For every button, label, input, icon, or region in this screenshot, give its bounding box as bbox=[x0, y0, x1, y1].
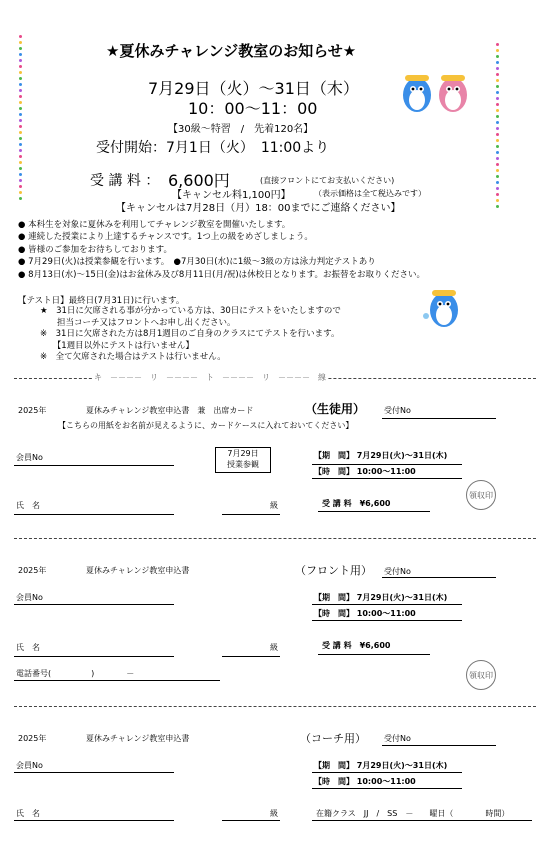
list-item: ● 8月13日(水)～15日(金)はお盆休み及び8月11日(月/祝)は休校日となります。お振替をお取りください。 bbox=[18, 269, 425, 280]
form2-phone-label: 電話番号( ) － bbox=[16, 669, 135, 678]
form3-time-underline bbox=[312, 788, 462, 789]
form1-visit-box: 7月29日 授業参観 bbox=[215, 447, 271, 473]
form1-copy: （生徒用） bbox=[305, 402, 366, 416]
form2-phone-field[interactable] bbox=[14, 666, 220, 681]
decorative-dot bbox=[19, 53, 22, 56]
form2-period: 【期 間】 7月29日(火)～31日(木) bbox=[314, 593, 448, 602]
decorative-dot bbox=[19, 197, 22, 200]
form2-time: 【時 間】 10:00～11:00 bbox=[314, 609, 416, 618]
list-item: 【1週目以外にテストは行いません】 bbox=[40, 340, 194, 351]
decorative-dot bbox=[496, 73, 499, 76]
decorative-dot bbox=[496, 103, 499, 106]
form3-class-field[interactable]: 在籍クラス JJ / SS － 曜日（ 時間） bbox=[316, 809, 510, 818]
decorative-dot bbox=[496, 169, 499, 172]
decorative-dot bbox=[496, 175, 499, 178]
decorative-dot bbox=[19, 149, 22, 152]
decorative-dot bbox=[496, 43, 499, 46]
form1-member-no-label: 会員No bbox=[16, 453, 43, 462]
decorative-dot bbox=[19, 167, 22, 170]
form3-reception-no-field[interactable] bbox=[382, 731, 496, 746]
notice-date-range: 7月29日（火）～31日（木） bbox=[148, 79, 359, 98]
notice-tax-note: （表示価格は全て税込みです） bbox=[314, 189, 426, 198]
form2-fee-underline bbox=[318, 640, 430, 655]
decorative-dot bbox=[496, 151, 499, 154]
notice-time: 10：00～11：00 bbox=[188, 99, 318, 118]
form1-receipt-stamp: 領収印 bbox=[466, 480, 496, 510]
decorative-dot bbox=[496, 97, 499, 100]
decorative-dot bbox=[496, 193, 499, 196]
form2-reception-no-label: 受付No bbox=[384, 567, 411, 576]
decorative-dot bbox=[19, 179, 22, 182]
form2-fee: 受 講 料 ¥6,600 bbox=[322, 641, 391, 650]
notice-cancel-fee: 【キャンセル料1,100円】 bbox=[172, 190, 291, 201]
form3-name-label: 氏 名 bbox=[16, 809, 40, 818]
list-item: ※ 31日に欠席された方は8月1週目のご自身のクラスにてテストを行います。 bbox=[40, 329, 340, 340]
form3-member-no-label: 会員No bbox=[16, 761, 43, 770]
decorative-dot bbox=[19, 185, 22, 188]
form1-fee-underline bbox=[318, 497, 430, 512]
decorative-dot bbox=[496, 121, 499, 124]
list-item: ● 7月29日(火)は授業参観を行います。 ●7月30日(水)に1級～3級の方は泳力判定テストあり bbox=[18, 257, 376, 268]
form3-name-field[interactable] bbox=[14, 806, 174, 821]
decorative-dot bbox=[19, 35, 22, 38]
decorative-dot bbox=[496, 49, 499, 52]
list-item: ※ 全て欠席された場合はテストは行いません。 bbox=[40, 352, 226, 363]
form3-time: 【時 間】 10:00～11:00 bbox=[314, 777, 416, 786]
decorative-dot bbox=[496, 91, 499, 94]
form2-copy: （フロント用） bbox=[295, 564, 372, 577]
decorative-dot bbox=[496, 61, 499, 64]
notice-fee-value: 6,600円 bbox=[168, 171, 230, 190]
separator-2 bbox=[14, 706, 536, 707]
decorative-dot bbox=[19, 161, 22, 164]
list-item: ● 本科生を対象に夏休みを利用してチャレンジ教室を開催いたします。 bbox=[18, 220, 291, 230]
list-item: ● 皆様のご参加をお待ちしております。 bbox=[18, 244, 172, 255]
form2-member-no-label: 会員No bbox=[16, 593, 43, 602]
test-heading: 【テスト日】最終日(7月31日)に行います。 bbox=[18, 296, 185, 306]
decorative-dot bbox=[19, 95, 22, 98]
decorative-dot bbox=[496, 163, 499, 166]
form1-period-underline bbox=[312, 464, 462, 465]
form1-period: 【期 間】 7月29日(火)～31日(木) bbox=[314, 451, 448, 460]
form3-grade-label: 級 bbox=[270, 809, 278, 818]
bullet-list bbox=[18, 219, 425, 281]
dolphin-mascot-illustration bbox=[418, 286, 468, 330]
form1-name-field[interactable] bbox=[14, 500, 174, 515]
decorative-dot bbox=[19, 143, 22, 146]
decorative-dot bbox=[19, 173, 22, 176]
form2-grade-label: 級 bbox=[270, 643, 278, 652]
notice-fee-label: 受 講 料 ： bbox=[90, 173, 160, 189]
form1-grade-field[interactable] bbox=[222, 500, 280, 515]
form2-grade-field[interactable] bbox=[222, 642, 280, 657]
decorative-dot bbox=[19, 107, 22, 110]
form3-period-underline bbox=[312, 772, 462, 773]
decorative-dot bbox=[19, 155, 22, 158]
form1-instruction: 【こちらの用紙をお名前が見えるように、カードケースに入れておいてください】 bbox=[58, 421, 354, 430]
form1-time-underline bbox=[312, 478, 462, 479]
decorative-dot bbox=[19, 119, 22, 122]
decorative-dot bbox=[19, 83, 22, 86]
decorative-dot bbox=[496, 79, 499, 82]
notice-cancel-deadline: 【キャンセルは7月28日（月）18：00までにご連絡ください】 bbox=[116, 203, 401, 214]
form2-member-no-field[interactable] bbox=[14, 590, 174, 605]
cut-line-label: キ －－－－ リ －－－－ ト －－－－ リ －－－－ 線 bbox=[94, 373, 326, 382]
form1-reception-no-label: 受付No bbox=[384, 406, 411, 415]
form1-grade-label: 級 bbox=[270, 501, 278, 510]
form3-year: 2025年 bbox=[18, 734, 47, 743]
form3-period: 【期 間】 7月29日(火)～31日(木) bbox=[314, 761, 448, 770]
notice-reception: 受付開始：7月1日（火） 11:00より bbox=[96, 140, 330, 156]
decorative-dot bbox=[19, 89, 22, 92]
form2-name-label: 氏 名 bbox=[16, 643, 40, 652]
decorative-dot bbox=[19, 59, 22, 62]
decorative-dot bbox=[19, 191, 22, 194]
decorative-dot bbox=[19, 77, 22, 80]
form2-name: 夏休みチャレンジ教室申込書 bbox=[86, 566, 190, 575]
decorative-dot bbox=[496, 199, 499, 202]
decorative-dot bbox=[496, 145, 499, 148]
form3-grade-field[interactable] bbox=[222, 806, 280, 821]
decorative-dot bbox=[496, 109, 499, 112]
list-item: ● 連続した授業により上達するチャンスです。1つ上の級をめざしましょう。 bbox=[18, 232, 313, 243]
list-item: ★ 31日に欠席される事が分かっている方は、30日にテストをいたしますので bbox=[40, 306, 341, 316]
list-item: 担当コーチ又はフロントへお申し出ください。 bbox=[40, 317, 236, 328]
decorative-dot bbox=[19, 101, 22, 104]
decorative-dot bbox=[496, 133, 499, 136]
test-items bbox=[40, 306, 341, 364]
form3-name: 夏休みチャレンジ教室申込書 bbox=[86, 734, 190, 743]
decorative-dot bbox=[496, 85, 499, 88]
dolphin-mascots-illustration bbox=[397, 67, 475, 117]
right-dot-border bbox=[496, 43, 500, 211]
notice-title: ★夏休みチャレンジ教室のお知らせ★ bbox=[106, 42, 357, 60]
decorative-dot bbox=[19, 71, 22, 74]
decorative-dot bbox=[496, 157, 499, 160]
notice-fee-note: (直接フロントにてお支払いください) bbox=[260, 176, 395, 185]
decorative-dot bbox=[19, 65, 22, 68]
decorative-dot bbox=[496, 139, 499, 142]
decorative-dot bbox=[19, 125, 22, 128]
form3-member-no-field[interactable] bbox=[14, 758, 174, 773]
form2-reception-no-field[interactable] bbox=[382, 563, 496, 578]
form1-name: 夏休みチャレンジ教室申込書 兼 出席カード bbox=[86, 406, 254, 415]
form2-receipt-stamp: 領収印 bbox=[466, 660, 496, 690]
form1-fee: 受 講 料 ¥6,600 bbox=[322, 499, 391, 508]
decorative-dot bbox=[19, 47, 22, 50]
notice-levels: 【30級～特習 / 先着120名】 bbox=[168, 124, 314, 135]
decorative-dot bbox=[496, 67, 499, 70]
decorative-dot bbox=[19, 137, 22, 140]
form1-reception-no-field[interactable] bbox=[382, 404, 496, 419]
decorative-dot bbox=[496, 205, 499, 208]
form2-time-underline bbox=[312, 620, 462, 621]
form1-member-no-field[interactable] bbox=[14, 451, 174, 466]
form1-name-label: 氏 名 bbox=[16, 501, 40, 510]
separator-1 bbox=[14, 538, 536, 539]
form2-year: 2025年 bbox=[18, 566, 47, 575]
decorative-dot bbox=[496, 127, 499, 130]
decorative-dot bbox=[496, 55, 499, 58]
form3-reception-no-label: 受付No bbox=[384, 734, 411, 743]
decorative-dot bbox=[19, 113, 22, 116]
form2-period-underline bbox=[312, 604, 462, 605]
left-dot-border bbox=[19, 35, 23, 203]
decorative-dot bbox=[19, 41, 22, 44]
form2-name-field[interactable] bbox=[14, 642, 174, 657]
form1-time: 【時 間】 10:00～11:00 bbox=[314, 467, 416, 476]
decorative-dot bbox=[496, 187, 499, 190]
decorative-dot bbox=[496, 115, 499, 118]
form1-year: 2025年 bbox=[18, 406, 47, 415]
decorative-dot bbox=[19, 131, 22, 134]
decorative-dot bbox=[496, 181, 499, 184]
form3-copy: （コーチ用） bbox=[300, 732, 366, 745]
form3-class-underline bbox=[312, 806, 532, 821]
